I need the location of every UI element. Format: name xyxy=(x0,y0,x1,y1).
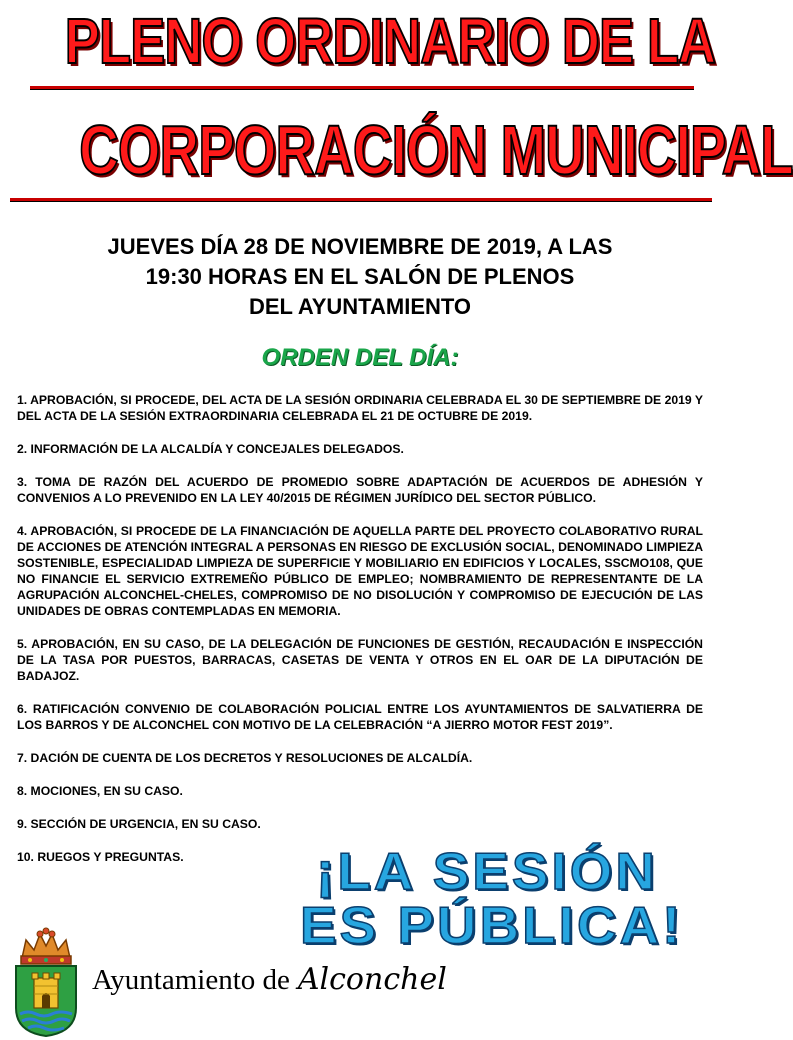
footer-town-name: Alconchel xyxy=(297,962,447,997)
title-underline-1 xyxy=(30,86,694,90)
footer-label: Ayuntamiento de xyxy=(92,964,290,996)
title-line-2: CORPORACIÓN MUNICIPAL xyxy=(79,111,793,189)
agenda-list xyxy=(17,392,703,882)
session-date-line-1: JUEVES DÍA 28 DE NOVIEMBRE DE 2019, A LAS xyxy=(107,234,613,259)
municipal-coat-of-arms-icon xyxy=(10,928,82,1038)
title-line-1: PLENO ORDINARIO DE LA xyxy=(64,5,716,77)
agenda-item: 3. TOMA DE RAZÓN DEL ACUERDO DE PROMEDIO SOBRE ADAPTACIÓN DE ACUERDOS DE ADHESIÓN Y CONVENIOS A LO PREVENIDO EN LA LEY 40/2015 DE RÉGIMEN JURÍDICO DEL SECTOR PÚBLICO. xyxy=(17,475,703,505)
agenda-item: 8. MOCIONES, EN SU CASO. xyxy=(17,784,183,798)
agenda-item: 5. APROBACIÓN, EN SU CASO, DE LA DELEGACIÓN DE FUNCIONES DE GESTIÓN, RECAUDACIÓN E INSPECCIÓN DE LA TASA POR PUESTOS, BARRACAS, CASETAS DE VENTA Y OTROS EN EL OAR DE LA DIPUTACIÓN DE BADAJOZ. xyxy=(17,637,703,683)
agenda-item: 10. RUEGOS Y PREGUNTAS. xyxy=(17,850,184,864)
session-date-line-3: DEL AYUNTAMIENTO xyxy=(248,294,472,319)
agenda-item: 9. SECCIÓN DE URGENCIA, EN SU CASO. xyxy=(17,817,261,831)
agenda-item: 1. APROBACIÓN, SI PROCEDE, DEL ACTA DE LA SESIÓN ORDINARIA CELEBRADA EL 30 DE SEPTIEMBRE DE 2019 Y DEL ACTA DE LA SESIÓN EXTRAORDINARIA CELEBRADA EL 21 DE OCTUBRE DE 2019. xyxy=(17,393,703,423)
public-session-notice-line-2: ES PÚBLICA! xyxy=(300,897,684,955)
agenda-heading: ORDEN DEL DÍA: xyxy=(261,344,459,371)
footer-municipality xyxy=(92,962,447,997)
agenda-item: 6. RATIFICACIÓN CONVENIO DE COLABORACIÓN POLICIAL ENTRE LOS AYUNTAMIENTOS DE SALVATIERRA DE LOS BARROS Y DE ALCONCHEL CON MOTIVO DE LA CELEBRACIÓN “A JIERRO MOTOR FEST 2019”. xyxy=(17,702,703,732)
session-date-line-2: 19:30 HORAS EN EL SALÓN DE PLENOS xyxy=(145,264,575,289)
agenda-item: 4. APROBACIÓN, SI PROCEDE DE LA FINANCIACIÓN DE AQUELLA PARTE DEL PROYECTO COLABORATIVO RURAL DE ACCIONES DE ATENCIÓN INTEGRAL A PERSONAS EN RIESGO DE EXCLUSIÓN SOCIAL, DENOMINADO LIMPIEZA SOSTENIBLE, ESPECIALIDAD LIMPIEZA DE SUPERFICIE Y MOBILIARIO EN EDIFICIOS Y LOCALES, SSCMO108, QUE NO FINANCIE EL SERVICIO EXTREMEÑO PÚBLICO DE EMPLEO; NOMBRAMIENTO DE REPRESENTANTE DE LA AGRUPACIÓN ALCONCHEL-CHELES, COMPROMISO DE NO DISOLUCIÓN Y COMPROMISO DE EJECUCIÓN DE LAS UNIDADES DE OBRAS CONTEMPLADAS EN MEMORIA. xyxy=(17,524,703,618)
title-underline-2 xyxy=(10,198,712,202)
agenda-item: 2. INFORMACIÓN DE LA ALCALDÍA Y CONCEJALES DELEGADOS. xyxy=(17,442,404,456)
agenda-item: 7. DACIÓN DE CUENTA DE LOS DECRETOS Y RESOLUCIONES DE ALCALDÍA. xyxy=(17,751,473,765)
public-session-notice-line-1: ¡LA SESIÓN xyxy=(316,843,658,901)
